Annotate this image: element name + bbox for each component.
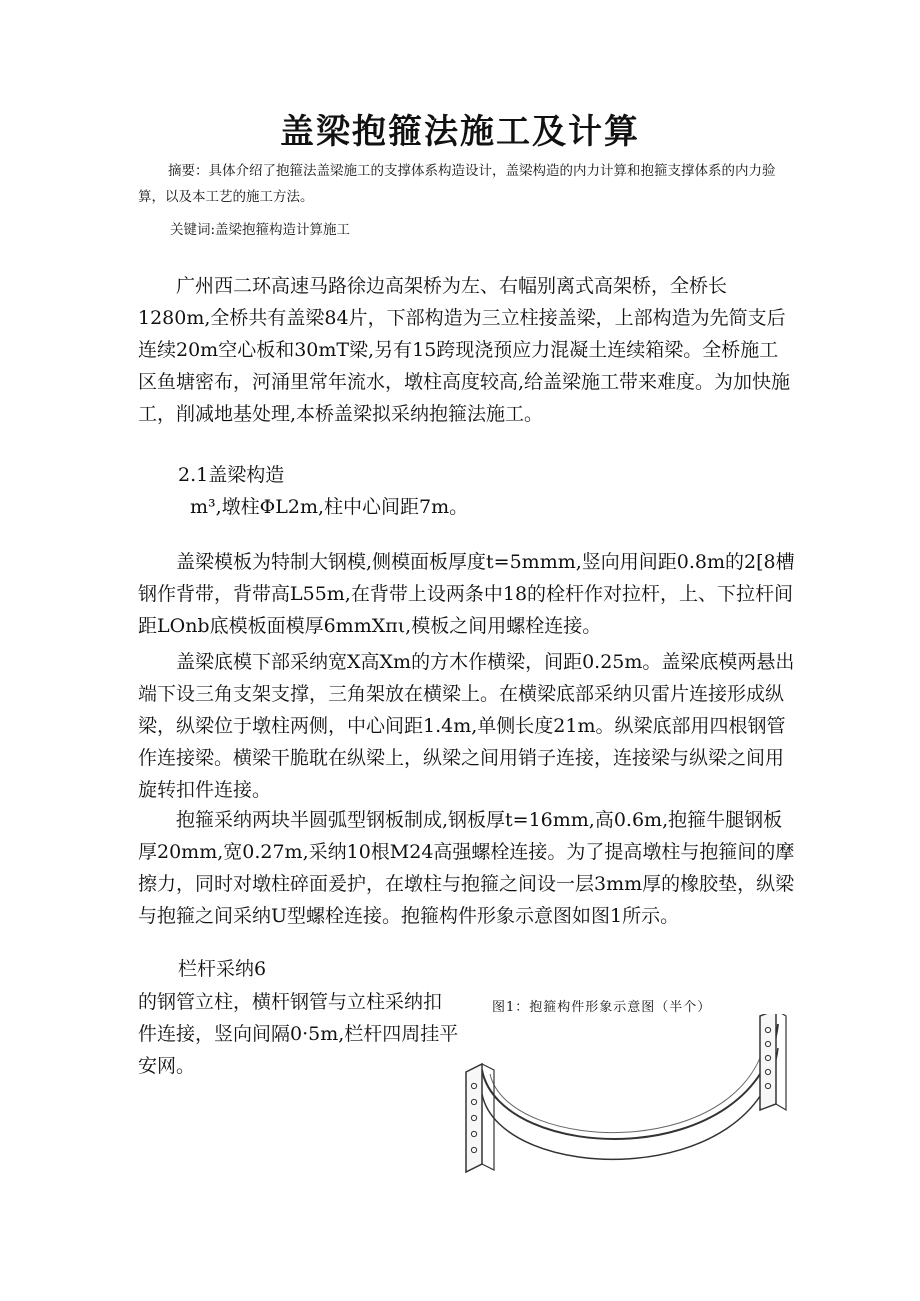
paragraph-railing-start: 栏杆采纳6 (178, 958, 267, 980)
page-title: 盖梁抱箍法施工及计算 (280, 112, 640, 152)
paragraph-railing-rest: 的钢管立柱，横杆钢管与立柱采纳扣件连接，竖向间隔0·5m,栏杆四周挂平安网。 (138, 991, 459, 1077)
dimension-line: m³,墩柱ΦL2m,柱中心间距7m。 (190, 496, 469, 518)
section-heading: 2.1盖梁构造 (178, 464, 285, 486)
paragraph-hoop: 抱箍采纳两块半圆弧型钢板制成,钢板厚t=16mm,高0.6m,抱箍牛腿钢板厚20mm,宽0.27m,采纳10根M24高强螺栓连接。为了提高墩柱与抱箍间的摩擦力，同时对墩柱碎面爰护，在墩柱与抱箍之间设一层3mm厚的橡胶垫，纵梁与抱箍之间采纳U型螺栓连接。抱箍构件形象示意图如图1所示。 (138, 809, 795, 927)
abstract: 摘要：具体介绍了抱箍法盖梁施工的支撑体系构造设计，盖梁构造的内力计算和抱箍支撑体系的内力验算，以及本工艺的施工方法。 (138, 163, 776, 205)
keywords: 关键词:盖梁抱箍构造计算施工 (170, 222, 351, 238)
paragraph-formwork: 盖梁模板为特制大钢模,侧模面板厚度t=5mmm,竖向用间距0.8m的2[8槽钢作背带，背带高L55m,在背带上设两条中18的栓杆作对拉杆，上、下拉杆间距LOnb底模板面模厚6mmXπι,模板之间用螺栓连接。 (138, 551, 795, 637)
half-hoop-clamp-icon (460, 1014, 800, 1184)
paragraph-bottom-formwork: 盖梁底模下部采纳宽X高Xm的方木作横梁，间距0.25m。盖梁底模两悬出端下设三角支架支撑，三角架放在横梁上。在横梁底部采纳贝雷片连接形成纵梁，纵梁位于墩柱两侧，中心间距1.4m,单侧长度21m。纵梁底部用四根钢管作连接梁。横梁干脆耽在纵梁上，纵梁之间用销子连接，连接梁与纵梁之间用旋转扣件连接。 (138, 651, 795, 801)
figure-caption: 图1：抱箍构件形象示意图（半个） (492, 1000, 712, 1015)
paragraph-project-overview: 广州西二环高速马路徐边高架桥为左、右幅别离式高架桥，全桥长1280m,全桥共有盖梁84片，下部构造为三立柱接盖梁，上部构造为先简支后连续20m空心板和30mT梁,另有15跨现浇预应力混凝土连续箱梁。全桥施工区鱼塘密布，河涌里常年流水，墩柱高度较高,给盖梁施工带来难度。为加快施工，削减地基处理,本桥盖梁拟采纳抱箍法施工。 (138, 275, 791, 425)
